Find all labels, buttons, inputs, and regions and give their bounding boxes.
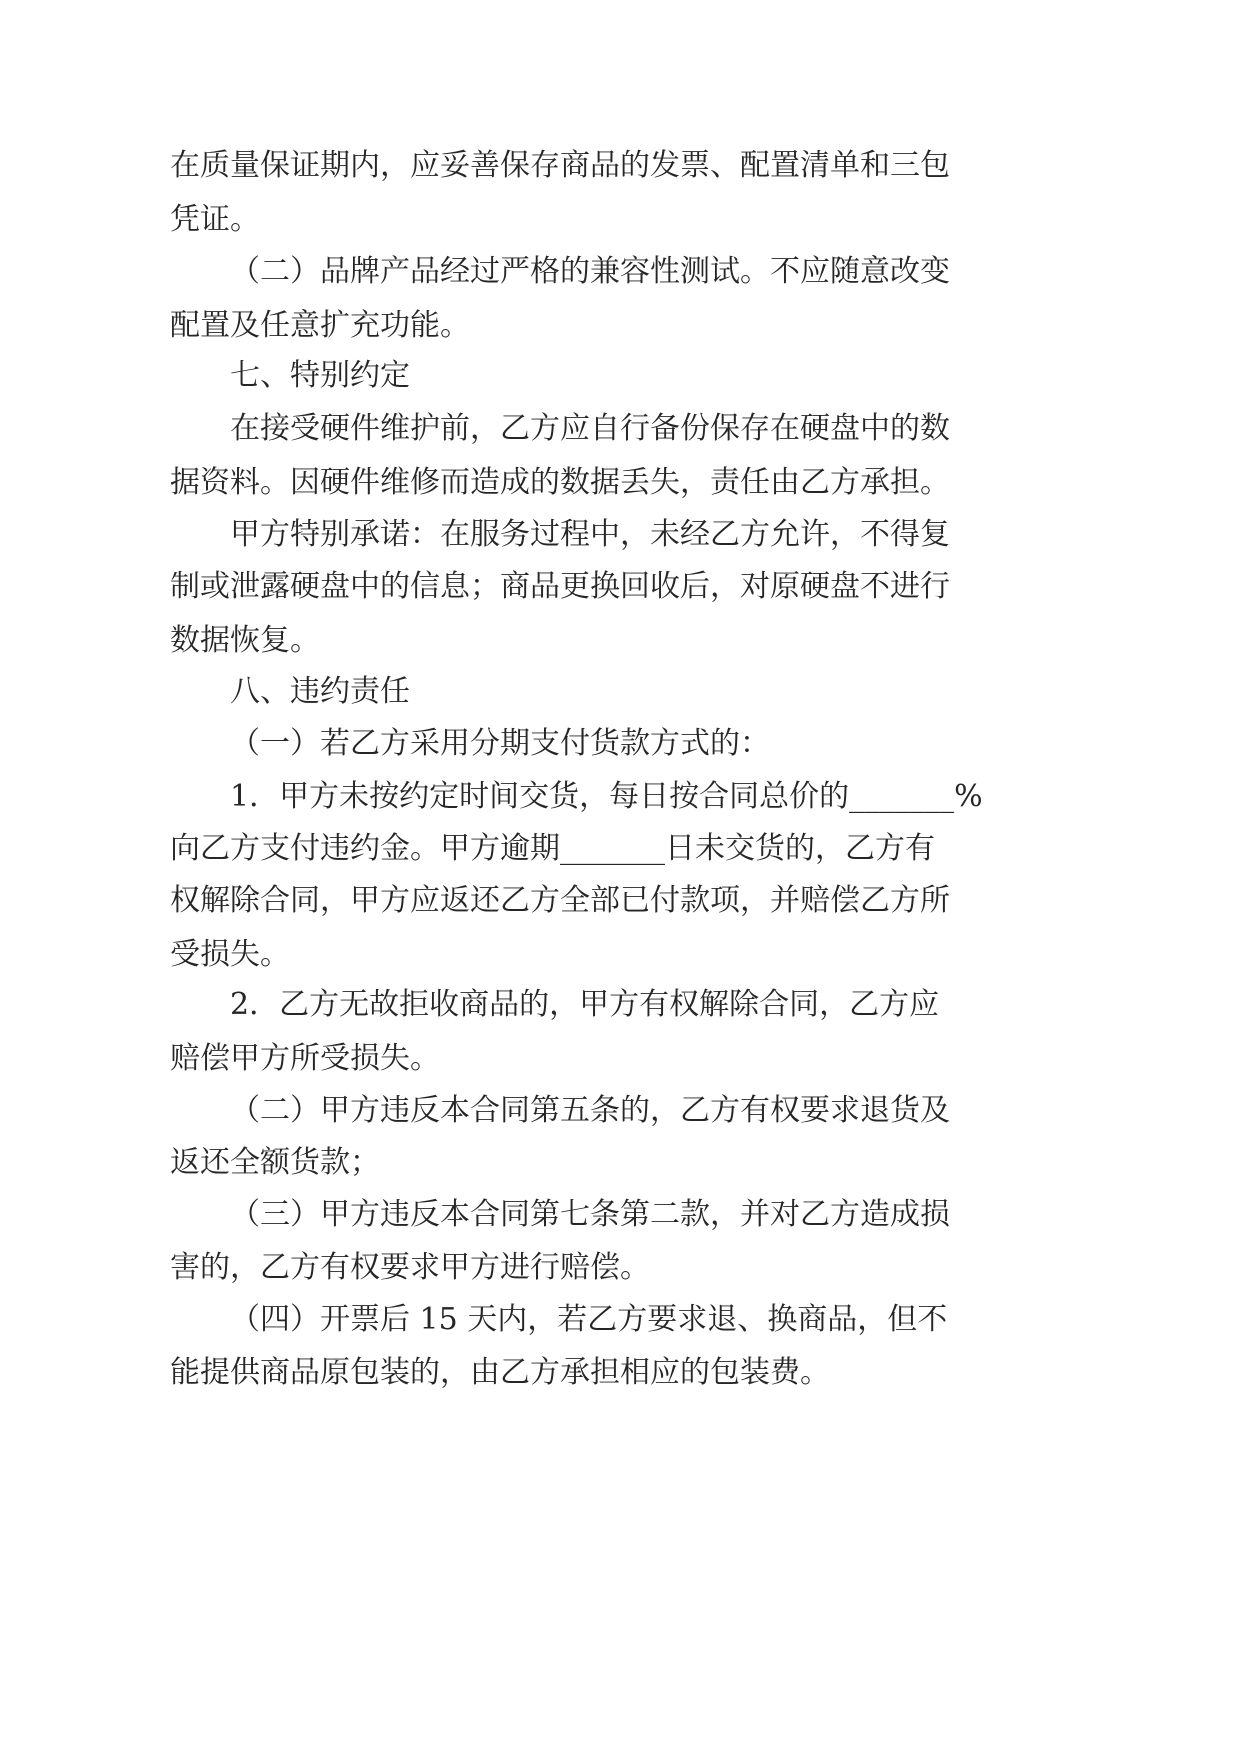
text-line: 凭证。 — [170, 202, 260, 237]
text-line: 配置及任意扩充功能。 — [170, 308, 470, 343]
text-line: 在接受硬件维护前，乙方应自行备份保存在硬盘中的数 — [230, 411, 950, 446]
text-line: 数据恢复。 — [170, 623, 320, 658]
text-line: 甲方特别承诺：在服务过程中，未经乙方允许，不得复 — [230, 517, 950, 552]
text-line: 2．乙方无故拒收商品的，甲方有权解除合同，乙方应 — [230, 987, 940, 1022]
text-line: （三）甲方违反本合同第七条第二款，并对乙方造成损 — [230, 1197, 950, 1232]
text-line: 在质量保证期内，应妥善保存商品的发票、配置清单和三包 — [170, 148, 950, 183]
text-line: 制或泄露硬盘中的信息；商品更换回收后，对原硬盘不进行 — [170, 569, 950, 604]
section-heading: 八、违约责任 — [230, 674, 410, 709]
text-line: 权解除合同，甲方应返还乙方全部已付款项，并赔偿乙方所 — [170, 883, 950, 918]
text-line: 能提供商品原包装的，由乙方承担相应的包装费。 — [170, 1355, 830, 1390]
text-line: （二）甲方违反本合同第五条的，乙方有权要求退货及 — [230, 1093, 950, 1128]
text-line: 1．甲方未按约定时间交货，每日按合同总价的_______% — [230, 779, 983, 814]
text-line: （四）开票后 15 天内，若乙方要求退、换商品，但不 — [230, 1302, 948, 1337]
text-line: 据资料。因硬件维修而造成的数据丢失，责任由乙方承担。 — [170, 465, 950, 500]
text-line: （一）若乙方采用分期支付货款方式的： — [230, 726, 770, 761]
text-line: 返还全额货款； — [170, 1145, 380, 1180]
text-line: （二）品牌产品经过严格的兼容性测试。不应随意改变 — [230, 254, 950, 289]
text-line: 害的，乙方有权要求甲方进行赔偿。 — [170, 1250, 650, 1285]
text-line: 赔偿甲方所受损失。 — [170, 1041, 440, 1076]
text-line: 受损失。 — [170, 937, 290, 972]
text-line: 向乙方支付违约金。甲方逾期_______日未交货的，乙方有 — [170, 831, 935, 866]
section-heading: 七、特别约定 — [230, 358, 410, 393]
